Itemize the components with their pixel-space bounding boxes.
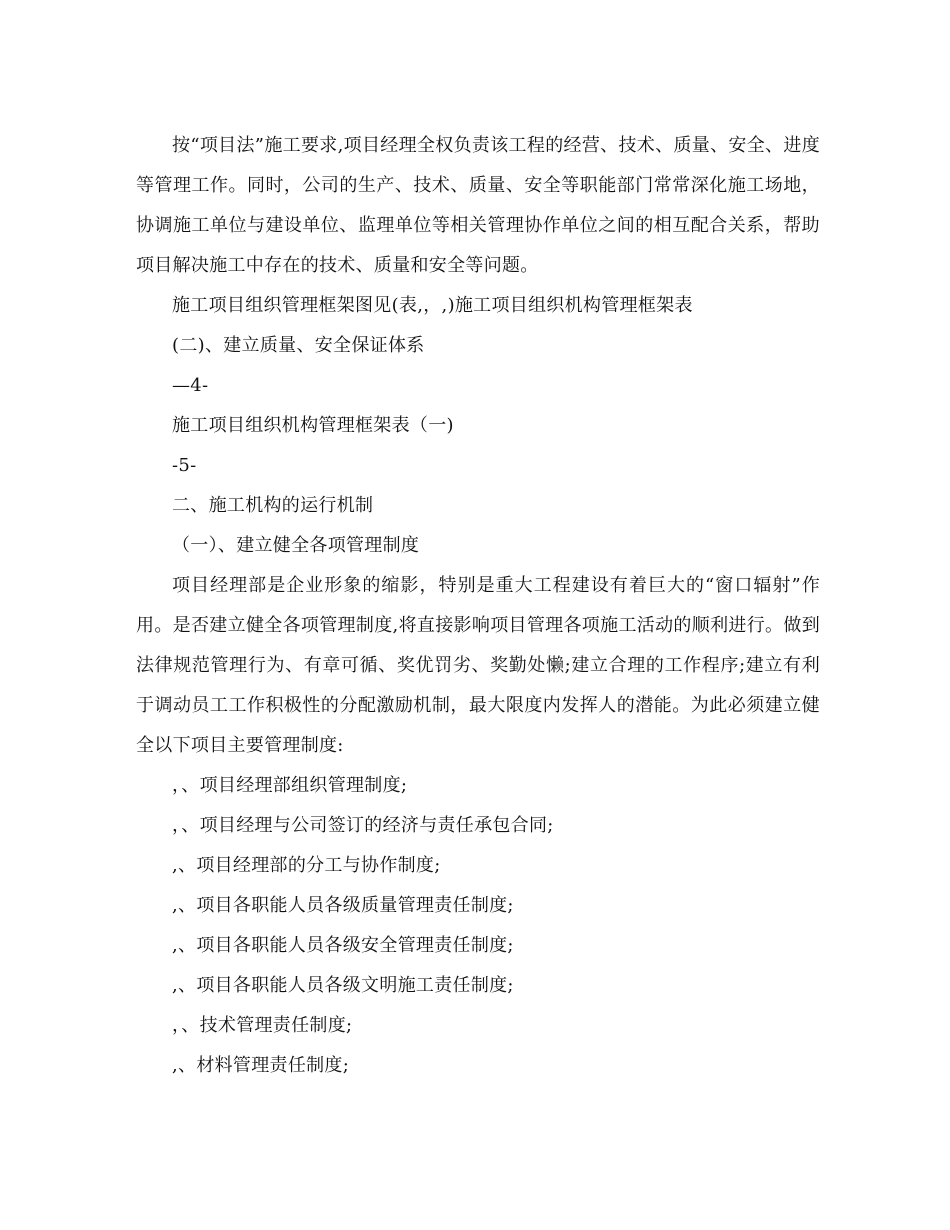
list-item: ,、项目各职能人员各级文明施工责任制度; [172,975,514,996]
framework-reference-line: 施工项目组织管理框架图见(表,，,)施工项目组织机构管理框架表 [172,295,693,316]
list-item: ，、项目经理部组织管理制度; [172,775,408,796]
page-number-4: —4- [172,375,209,396]
paragraph-project-department: 项目经理部是企业形象的缩影，特别是重大工程建设有着巨大的“窗口辐射”作用。是否建立健全各项管理制度,将直接影响项目管理各项施工活动的顺利进行。做到法律规范管理行为、有章可循、奖优罚劣、奖勤处懒;建立合理的工作程序;建立有利于调动员工工作积极性的分配激励机制，最大限度内发挥人的潜能。为此必须建立健全以下项目主要管理制度: [136,575,820,756]
table-title-framework-1: 施工项目组织机构管理框架表（一) [172,415,454,436]
list-item: ,、项目各职能人员各级质量管理责任制度; [172,895,514,916]
list-item: ，、项目经理与公司签订的经济与责任承包合同; [172,815,554,836]
heading-quality-safety-system: (二)、建立质量、安全保证体系 [172,335,425,356]
list-item: ,、项目各职能人员各级安全管理责任制度; [172,935,514,956]
list-item: ,、项目经理部的分工与协作制度; [172,855,441,876]
list-item: ,、材料管理责任制度; [172,1055,350,1076]
heading-operating-mechanism: 二、施工机构的运行机制 [172,495,374,516]
document-body [136,126,820,1086]
page-number-5: -5- [172,455,197,476]
paragraph-project-law: 按“项目法”施工要求,项目经理全权负责该工程的经营、技术、质量、安全、进度等管理工作。同时，公司的生产、技术、质量、安全等职能部门常常深化施工场地，协调施工单位与建设单位、监理单位等相关管理协作单位之间的相互配合关系，帮助项目解决施工中存在的技术、质量和安全等问题。 [136,135,820,276]
list-item: ，、技术管理责任制度; [172,1015,353,1036]
heading-management-rules: （一）、建立健全各项管理制度 [172,535,420,556]
